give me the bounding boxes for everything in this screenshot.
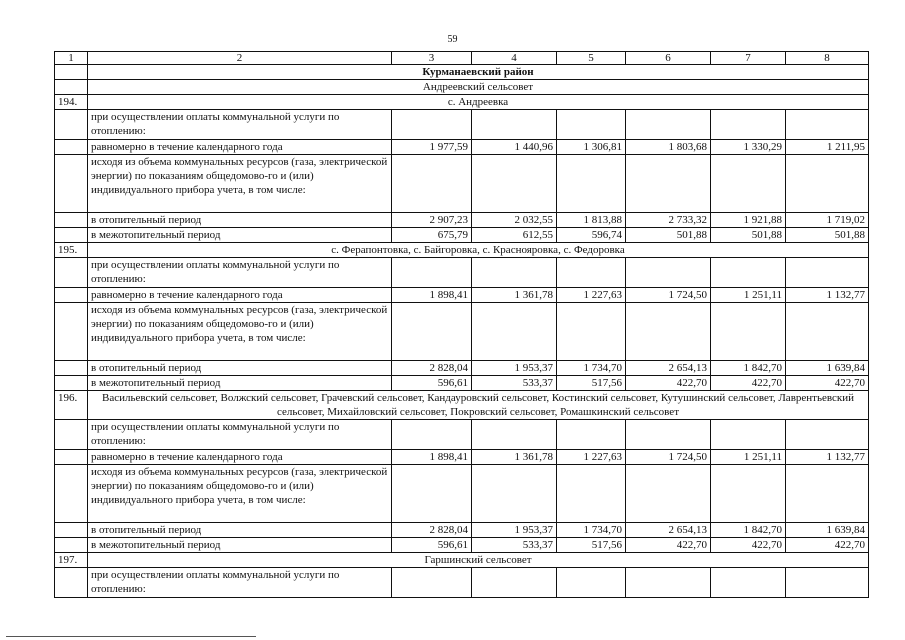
interheating-label: в межотопительный период (88, 228, 392, 243)
value-cell: 1 803,68 (626, 140, 711, 155)
empty-value-cell (711, 155, 786, 213)
empty-cell (55, 110, 88, 140)
empty-value-cell (392, 420, 472, 450)
section-place: Васильевский сельсовет, Волжский сельсовет, Грачевский сельсовет, Кандауровский сельсовет, Костинский сельсовет, Кутушинский сельсовет, Лаврентьевский сельсовет, Михайловский сельсовет, Покровский сельсовет, Ромашкинский сельсовет (88, 391, 869, 420)
value-cell: 1 953,37 (472, 523, 557, 538)
evenly-row (55, 288, 869, 303)
empty-value-cell (786, 568, 869, 598)
volume-row (55, 465, 869, 523)
intro-label: при осуществлении оплаты коммунальной услуги по отоплению: (88, 420, 392, 450)
empty-cell (55, 376, 88, 391)
value-cell: 1 813,88 (557, 213, 626, 228)
heating-label: в отопительный период (88, 213, 392, 228)
value-cell: 1 639,84 (786, 361, 869, 376)
empty-value-cell (786, 420, 869, 450)
empty-cell (55, 465, 88, 523)
value-cell: 533,37 (472, 538, 557, 553)
value-cell: 501,88 (626, 228, 711, 243)
empty-value-cell (711, 568, 786, 598)
heating-row (55, 523, 869, 538)
settlement-row (55, 80, 869, 95)
value-cell: 422,70 (626, 538, 711, 553)
section-number: 196. (55, 391, 88, 420)
evenly-label: равномерно в течение календарного года (88, 288, 392, 303)
intro-label: при осуществлении оплаты коммунальной услуги по отоплению: (88, 110, 392, 140)
volume-label: исходя из объема коммунальных ресурсов (газа, электрической энергии) по показаниям общедомово-го и (или) индивидуального прибора учета, в том числе: (88, 303, 392, 361)
header-cell: 7 (711, 52, 786, 65)
evenly-row (55, 140, 869, 155)
value-cell: 422,70 (626, 376, 711, 391)
heating-label: в отопительный период (88, 523, 392, 538)
value-cell: 1 132,77 (786, 450, 869, 465)
empty-cell (55, 303, 88, 361)
header-row (55, 52, 869, 65)
empty-value-cell (392, 303, 472, 361)
section-place: с. Ферапонтовка, с. Байгоровка, с. Краснояровка, с. Федоровка (88, 243, 869, 258)
empty-cell (55, 65, 88, 80)
empty-value-cell (626, 155, 711, 213)
empty-value-cell (626, 110, 711, 140)
value-cell: 1 251,11 (711, 450, 786, 465)
empty-cell (55, 80, 88, 95)
empty-value-cell (626, 465, 711, 523)
empty-cell (55, 140, 88, 155)
section-title-row (55, 391, 869, 420)
empty-value-cell (786, 155, 869, 213)
value-cell: 596,61 (392, 376, 472, 391)
value-cell: 1 306,81 (557, 140, 626, 155)
heating-row (55, 361, 869, 376)
heating-label: в отопительный период (88, 361, 392, 376)
value-cell: 2 733,32 (626, 213, 711, 228)
section-number: 195. (55, 243, 88, 258)
empty-value-cell (557, 568, 626, 598)
value-cell: 517,56 (557, 376, 626, 391)
page-number: 59 (447, 34, 458, 45)
settlement-name: Андреевский сельсовет (88, 80, 869, 95)
value-cell: 501,88 (711, 228, 786, 243)
interheating-row (55, 376, 869, 391)
value-cell: 2 907,23 (392, 213, 472, 228)
empty-cell (55, 228, 88, 243)
intro-label: при осуществлении оплаты коммунальной услуги по отоплению: (88, 568, 392, 598)
district-name: Курманаевский район (88, 65, 869, 80)
value-cell: 1 724,50 (626, 450, 711, 465)
empty-value-cell (786, 303, 869, 361)
empty-cell (55, 538, 88, 553)
value-cell: 596,74 (557, 228, 626, 243)
value-cell: 1 977,59 (392, 140, 472, 155)
volume-row (55, 155, 869, 213)
value-cell: 1 361,78 (472, 450, 557, 465)
header-cell: 3 (392, 52, 472, 65)
evenly-label: равномерно в течение календарного года (88, 140, 392, 155)
value-cell: 422,70 (711, 376, 786, 391)
empty-value-cell (472, 155, 557, 213)
value-cell: 2 654,13 (626, 361, 711, 376)
value-cell: 2 032,55 (472, 213, 557, 228)
empty-value-cell (626, 258, 711, 288)
section-title-row (55, 243, 869, 258)
value-cell: 517,56 (557, 538, 626, 553)
empty-value-cell (786, 465, 869, 523)
empty-value-cell (472, 110, 557, 140)
empty-value-cell (392, 465, 472, 523)
value-cell: 1 734,70 (557, 523, 626, 538)
value-cell: 1 639,84 (786, 523, 869, 538)
header-cell: 2 (88, 52, 392, 65)
value-cell: 422,70 (711, 538, 786, 553)
value-cell: 501,88 (786, 228, 869, 243)
value-cell: 675,79 (392, 228, 472, 243)
empty-cell (55, 568, 88, 598)
empty-cell (55, 155, 88, 213)
value-cell: 1 724,50 (626, 288, 711, 303)
empty-cell (55, 420, 88, 450)
empty-value-cell (626, 568, 711, 598)
intro-row (55, 258, 869, 288)
evenly-row (55, 450, 869, 465)
header-cell: 6 (626, 52, 711, 65)
value-cell: 1 227,63 (557, 288, 626, 303)
interheating-label: в межотопительный период (88, 538, 392, 553)
header-cell: 4 (472, 52, 557, 65)
value-cell: 422,70 (786, 538, 869, 553)
empty-value-cell (786, 110, 869, 140)
value-cell: 1 898,41 (392, 288, 472, 303)
empty-value-cell (472, 420, 557, 450)
section-place: Гаршинский сельсовет (88, 553, 869, 568)
volume-label: исходя из объема коммунальных ресурсов (газа, электрической энергии) по показаниям общедомово-го и (или) индивидуального прибора учета, в том числе: (88, 155, 392, 213)
empty-cell (55, 523, 88, 538)
empty-value-cell (557, 465, 626, 523)
empty-value-cell (711, 303, 786, 361)
value-cell: 1 842,70 (711, 523, 786, 538)
value-cell: 1 361,78 (472, 288, 557, 303)
empty-value-cell (472, 568, 557, 598)
interheating-row (55, 538, 869, 553)
empty-value-cell (711, 465, 786, 523)
value-cell: 1 842,70 (711, 361, 786, 376)
empty-value-cell (392, 258, 472, 288)
empty-value-cell (392, 110, 472, 140)
value-cell: 596,61 (392, 538, 472, 553)
value-cell: 1 227,63 (557, 450, 626, 465)
value-cell: 1 330,29 (711, 140, 786, 155)
intro-row (55, 110, 869, 140)
evenly-label: равномерно в течение календарного года (88, 450, 392, 465)
footer-rule (6, 636, 256, 637)
empty-value-cell (392, 568, 472, 598)
volume-row (55, 303, 869, 361)
empty-value-cell (557, 303, 626, 361)
section-place: с. Андреевка (88, 95, 869, 110)
header-cell: 1 (55, 52, 88, 65)
empty-value-cell (711, 420, 786, 450)
empty-value-cell (626, 420, 711, 450)
empty-value-cell (711, 258, 786, 288)
district-row (55, 65, 869, 80)
empty-value-cell (557, 258, 626, 288)
section-title-row (55, 95, 869, 110)
value-cell: 1 132,77 (786, 288, 869, 303)
empty-cell (55, 213, 88, 228)
value-cell: 1 953,37 (472, 361, 557, 376)
value-cell: 1 251,11 (711, 288, 786, 303)
value-cell: 612,55 (472, 228, 557, 243)
value-cell: 1 898,41 (392, 450, 472, 465)
empty-value-cell (392, 155, 472, 213)
empty-value-cell (472, 303, 557, 361)
interheating-row (55, 228, 869, 243)
empty-value-cell (626, 303, 711, 361)
value-cell: 1 921,88 (711, 213, 786, 228)
interheating-label: в межотопительный период (88, 376, 392, 391)
intro-row (55, 568, 869, 598)
value-cell: 2 828,04 (392, 523, 472, 538)
empty-cell (55, 288, 88, 303)
empty-cell (55, 258, 88, 288)
section-number: 194. (55, 95, 88, 110)
tariff-table (54, 51, 869, 598)
section-number: 197. (55, 553, 88, 568)
volume-label: исходя из объема коммунальных ресурсов (газа, электрической энергии) по показаниям общедомово-го и (или) индивидуального прибора учета, в том числе: (88, 465, 392, 523)
empty-value-cell (557, 155, 626, 213)
value-cell: 422,70 (786, 376, 869, 391)
value-cell: 2 654,13 (626, 523, 711, 538)
header-cell: 8 (786, 52, 869, 65)
value-cell: 1 734,70 (557, 361, 626, 376)
empty-value-cell (472, 465, 557, 523)
header-cell: 5 (557, 52, 626, 65)
empty-value-cell (557, 110, 626, 140)
empty-value-cell (711, 110, 786, 140)
empty-cell (55, 450, 88, 465)
intro-label: при осуществлении оплаты коммунальной услуги по отоплению: (88, 258, 392, 288)
empty-value-cell (472, 258, 557, 288)
heating-row (55, 213, 869, 228)
empty-value-cell (786, 258, 869, 288)
value-cell: 1 440,96 (472, 140, 557, 155)
empty-cell (55, 361, 88, 376)
empty-value-cell (557, 420, 626, 450)
value-cell: 1 211,95 (786, 140, 869, 155)
intro-row (55, 420, 869, 450)
section-title-row (55, 553, 869, 568)
value-cell: 533,37 (472, 376, 557, 391)
value-cell: 1 719,02 (786, 213, 869, 228)
value-cell: 2 828,04 (392, 361, 472, 376)
